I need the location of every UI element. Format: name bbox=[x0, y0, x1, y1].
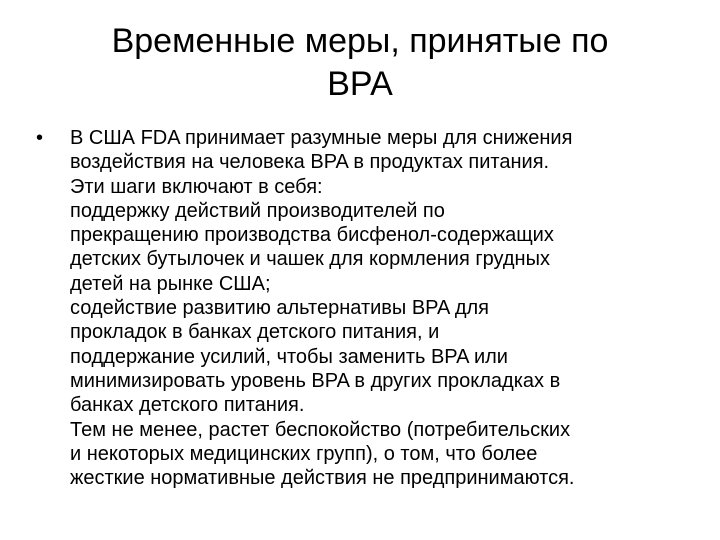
body-line: банках детского питания. bbox=[70, 394, 305, 417]
body-line: В США FDA принимает разумные меры для снижения bbox=[70, 127, 573, 149]
body-line: детских бутылочек и чашек для кормления грудных bbox=[70, 248, 550, 271]
body-line: прокладок в банках детского питания, и bbox=[70, 321, 440, 344]
bullet-item bbox=[36, 126, 686, 490]
body-line: Тем не менее, растет беспокойство (потребительских bbox=[70, 418, 571, 441]
body-line: Эти шаги включают в себя: bbox=[70, 175, 323, 198]
body-line: минимизировать уровень BPA в других прокладках в bbox=[70, 369, 561, 392]
body-line: содействие развитию альтернативы BPA для bbox=[70, 297, 489, 320]
slide-title-line-2: BPA bbox=[327, 65, 393, 103]
body-line: жесткие нормативные действия не предпринимаются. bbox=[70, 467, 575, 490]
body-line: и некоторых медицинских групп), о том, что более bbox=[70, 442, 538, 465]
body-line: детей на рынке США; bbox=[70, 272, 271, 295]
bullet-text bbox=[70, 126, 686, 490]
bullet-icon: • bbox=[36, 127, 44, 149]
body-line: поддержание усилий, чтобы заменить BPA или bbox=[70, 345, 508, 368]
slide-title bbox=[36, 20, 684, 106]
slide-title-line-1: Временные меры, принятые по bbox=[111, 22, 609, 60]
body-line: воздействия на человека BPA в продуктах питания. bbox=[70, 151, 550, 174]
body-line: прекращению производства бисфенол-содержащих bbox=[70, 224, 554, 247]
slide-body bbox=[36, 126, 686, 490]
body-line: поддержку действий производителей по bbox=[70, 199, 445, 222]
